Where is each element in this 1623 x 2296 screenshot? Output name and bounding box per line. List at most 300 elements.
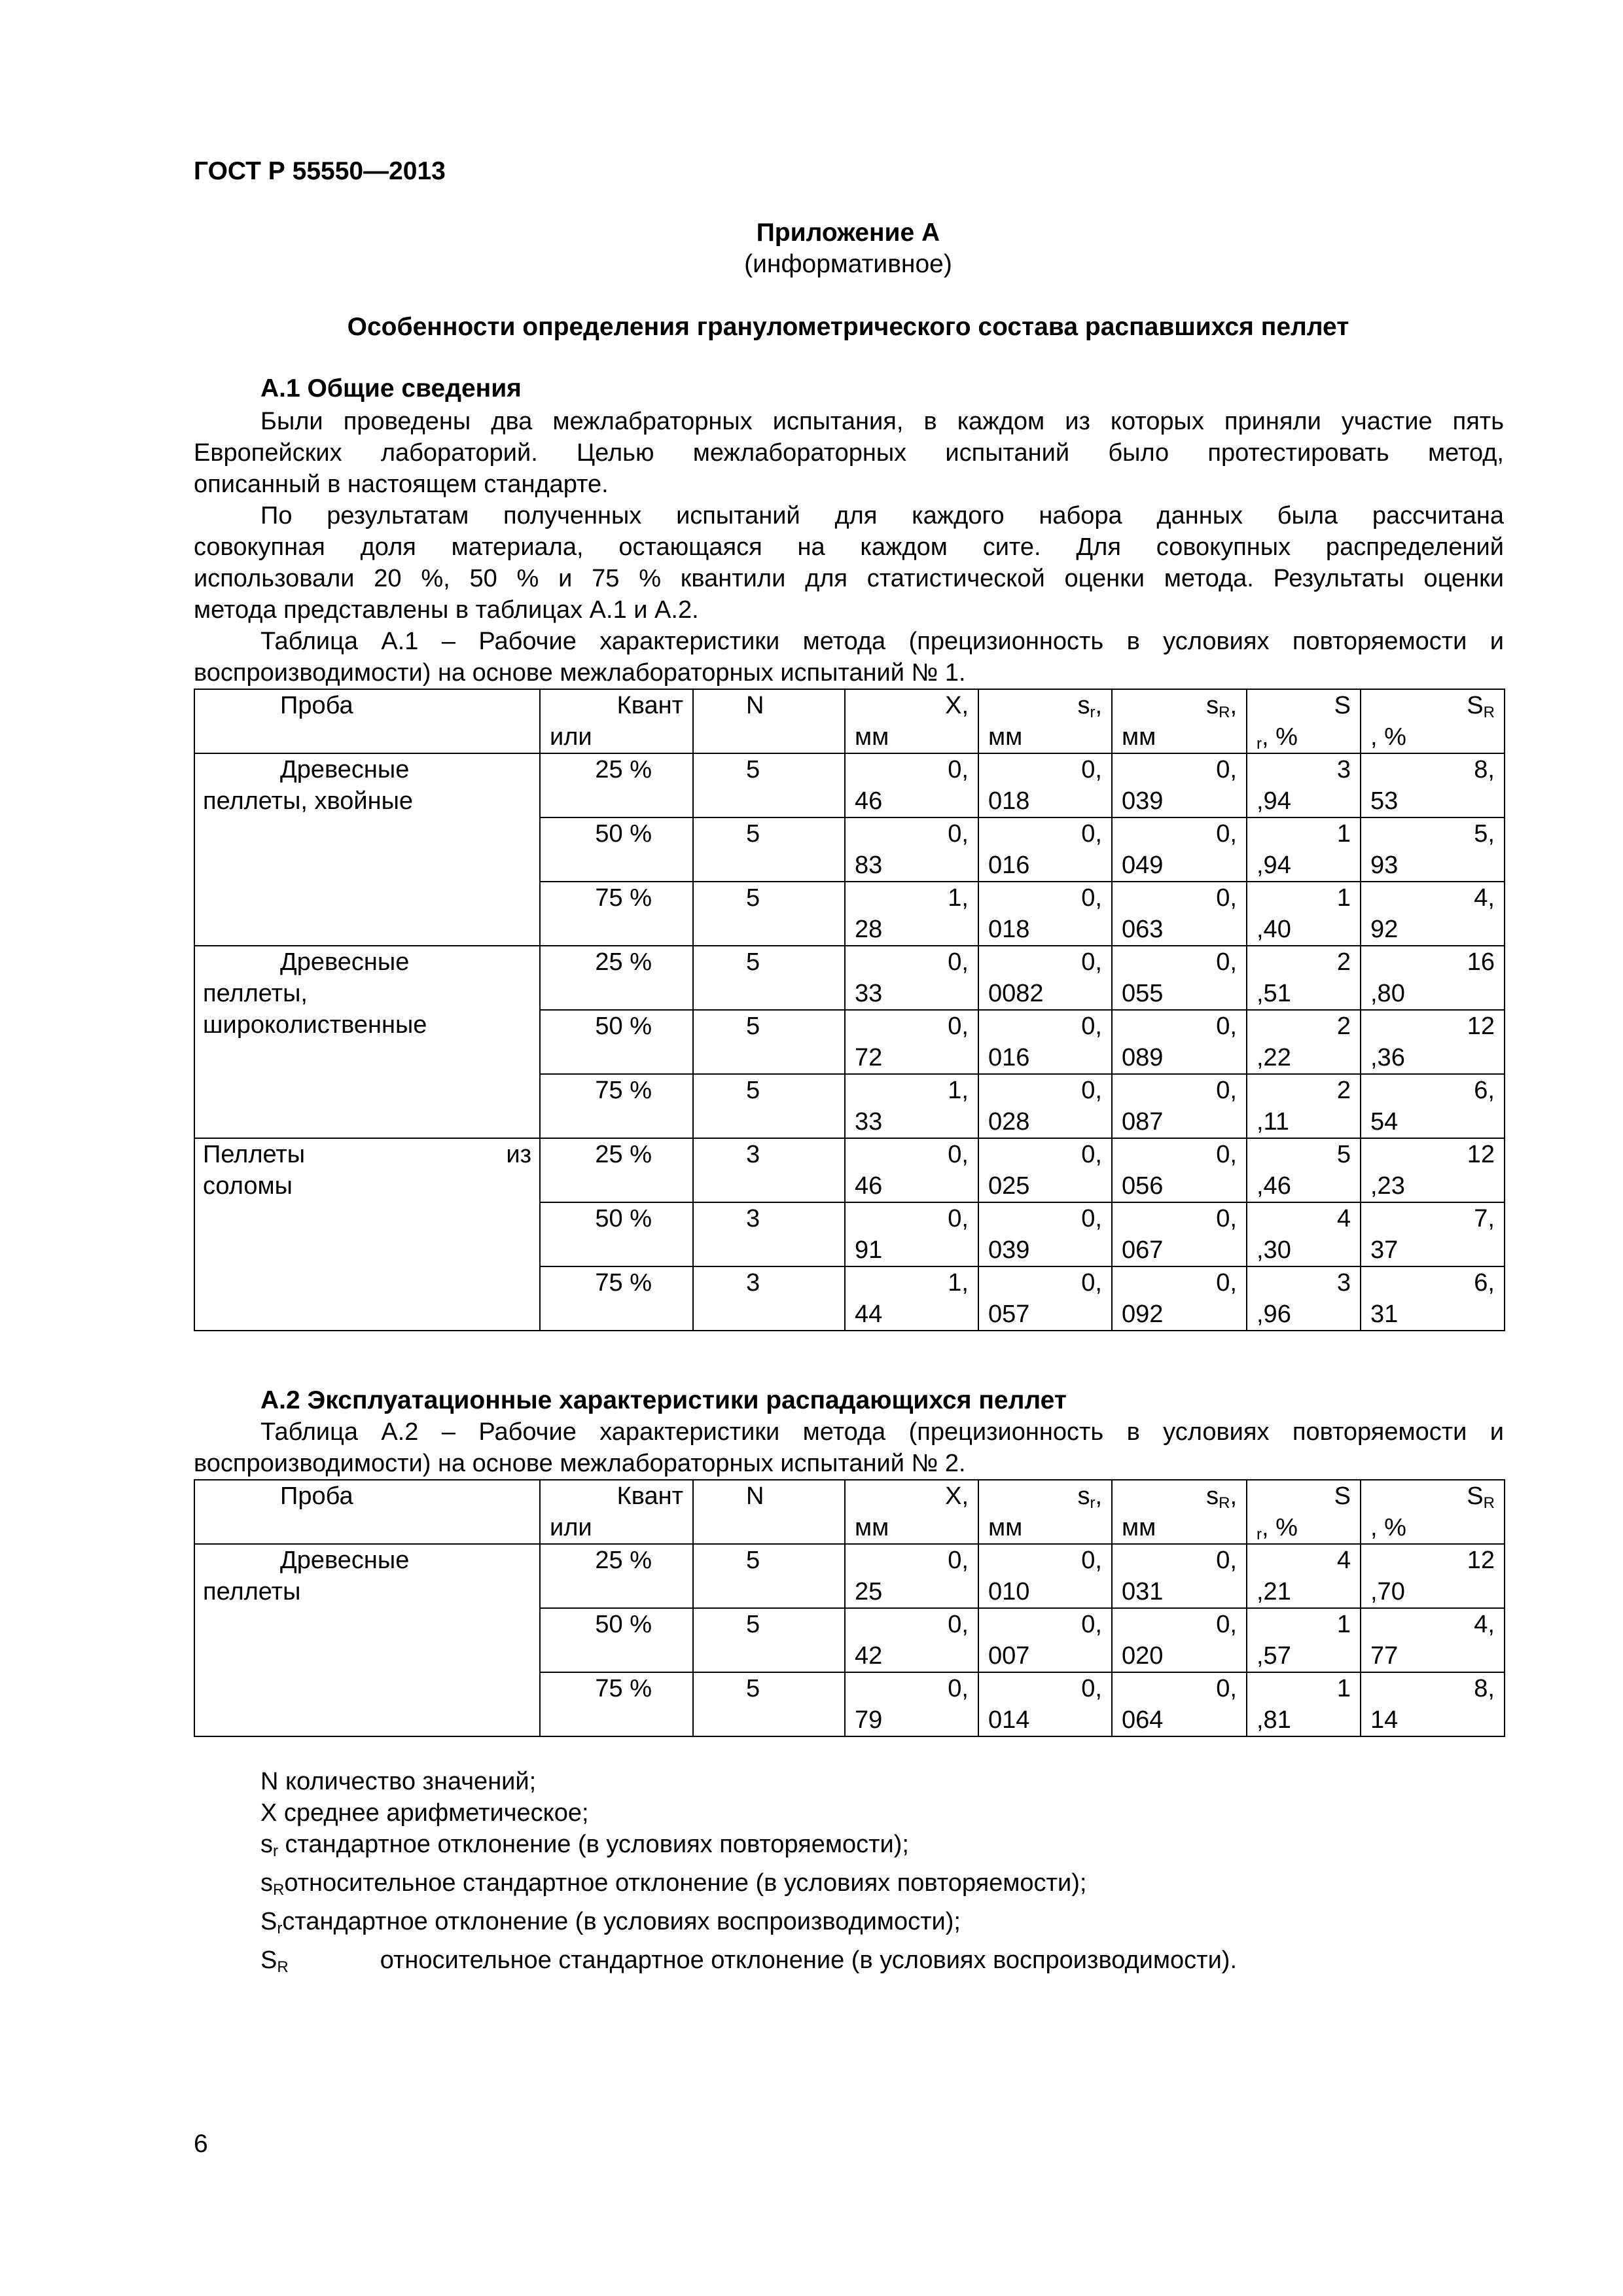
quantile-cell bbox=[540, 946, 693, 1010]
sr-value-top: 0, bbox=[1081, 884, 1102, 912]
sr-cell bbox=[978, 1074, 1112, 1138]
text-line: совокупная доля материала, остающаяся на каждом сите. Для совокупных распределений bbox=[194, 533, 1504, 561]
Sr-cell bbox=[1247, 1544, 1361, 1608]
Sr-value-top: 1 bbox=[1336, 1611, 1351, 1638]
legend-subscript: R bbox=[277, 1958, 289, 1976]
header-quantile bbox=[540, 689, 693, 753]
sample-cell bbox=[194, 1544, 540, 1736]
Sr-cell bbox=[1247, 946, 1361, 1010]
SR-value-top: 4, bbox=[1474, 1611, 1495, 1638]
header-SR bbox=[1361, 1480, 1505, 1544]
table-row bbox=[194, 946, 1505, 1010]
sr-value-bottom: 039 bbox=[988, 1236, 1030, 1264]
Sr-value-bottom: ,11 bbox=[1257, 1108, 1290, 1136]
Sr-value-top: 1 bbox=[1336, 1675, 1351, 1702]
Sr-value-top: 3 bbox=[1336, 1269, 1351, 1297]
Sr-value-bottom: ,30 bbox=[1257, 1236, 1291, 1264]
sr-value-top: 0, bbox=[1081, 1141, 1102, 1168]
legend-symbol: S bbox=[260, 1908, 277, 1935]
document-id: ГОСТ Р 55550—2013 bbox=[194, 157, 446, 185]
x-cell bbox=[845, 1672, 978, 1736]
quantile-cell bbox=[540, 1544, 693, 1608]
header-SR-symbol bbox=[1361, 690, 1504, 721]
x-cell bbox=[845, 1138, 978, 1202]
n-value: 3 bbox=[746, 1205, 760, 1232]
sr-cell bbox=[978, 882, 1112, 946]
sR-cell bbox=[1112, 817, 1247, 882]
sr-value-top: 0, bbox=[1081, 1077, 1102, 1104]
x-value-bottom: 28 bbox=[855, 916, 883, 943]
quantile-cell bbox=[540, 1010, 693, 1074]
legend-subscript: R bbox=[273, 1881, 285, 1899]
header-quantile-bottom: или bbox=[550, 723, 592, 751]
Sr-value-bottom: ,22 bbox=[1257, 1044, 1291, 1071]
n-cell bbox=[693, 1672, 845, 1736]
SR-cell bbox=[1361, 1074, 1505, 1138]
sR-value-top: 0, bbox=[1216, 948, 1237, 976]
SR-value-top: 16 bbox=[1467, 948, 1495, 976]
subscript: r bbox=[1090, 1494, 1096, 1512]
header-x-unit: мм bbox=[855, 723, 889, 751]
header-x bbox=[845, 689, 978, 753]
symbol: s bbox=[1077, 1482, 1090, 1510]
symbols-legend bbox=[260, 1766, 1237, 1983]
symbol-comma: , bbox=[1230, 692, 1237, 719]
appendix-title: Приложение А bbox=[756, 219, 940, 247]
x-value-top: 0, bbox=[948, 820, 969, 848]
text-line: Таблица А.2 – Рабочие характеристики метода (прецизионность в условиях повторяемости и bbox=[260, 1418, 1504, 1446]
header-sr bbox=[978, 1480, 1112, 1544]
legend-subscript: r bbox=[277, 1920, 283, 1937]
Sr-value-bottom: ,96 bbox=[1257, 1300, 1291, 1328]
legend-symbol: N bbox=[260, 1768, 279, 1795]
SR-value-top: 6, bbox=[1474, 1077, 1495, 1104]
quantile-cell bbox=[540, 882, 693, 946]
n-value: 5 bbox=[746, 884, 760, 912]
sample-name bbox=[195, 946, 539, 1041]
x-cell bbox=[845, 946, 978, 1010]
sr-value-top: 0, bbox=[1081, 948, 1102, 976]
sample-name-line: Пеллеты из bbox=[203, 1141, 531, 1168]
sR-value-top: 0, bbox=[1216, 1013, 1237, 1040]
text-line: Европейских лабораторий. Целью межлабораторных испытаний было протестировать метод, bbox=[194, 439, 1504, 467]
sr-value-bottom: 016 bbox=[988, 852, 1030, 879]
sr-cell bbox=[978, 1138, 1112, 1202]
header-sr-unit: мм bbox=[988, 723, 1023, 751]
sample-name bbox=[195, 754, 539, 817]
symbol: s bbox=[1206, 1482, 1219, 1510]
symbol-comma: , bbox=[1095, 1482, 1102, 1510]
x-value-bottom: 83 bbox=[855, 852, 883, 879]
x-value-bottom: 72 bbox=[855, 1044, 883, 1071]
SR-value-top: 12 bbox=[1467, 1141, 1495, 1168]
sr-cell bbox=[978, 1608, 1112, 1672]
legend-item bbox=[260, 1867, 1237, 1906]
SR-cell bbox=[1361, 882, 1505, 946]
sr-value-top: 0, bbox=[1081, 756, 1102, 783]
sr-value-bottom: 014 bbox=[988, 1706, 1030, 1734]
table-row bbox=[194, 1544, 1505, 1608]
Sr-cell bbox=[1247, 882, 1361, 946]
x-value-top: 0, bbox=[948, 756, 969, 783]
header-Sr bbox=[1247, 689, 1361, 753]
header-sr bbox=[978, 689, 1112, 753]
n-value: 3 bbox=[746, 1141, 760, 1168]
header-n-label: N bbox=[746, 692, 764, 719]
n-cell bbox=[693, 1074, 845, 1138]
sR-cell bbox=[1112, 753, 1247, 817]
sR-value-bottom: 049 bbox=[1122, 852, 1164, 879]
Sr-cell bbox=[1247, 1202, 1361, 1266]
quantile-value: 75 % bbox=[595, 1269, 652, 1297]
table-row bbox=[194, 1138, 1505, 1202]
header-quantile-top: Квант bbox=[616, 692, 683, 719]
header-SR-unit: , % bbox=[1370, 1514, 1406, 1541]
page-number: 6 bbox=[194, 2130, 208, 2158]
Sr-value-top: 2 bbox=[1336, 1013, 1351, 1040]
header-sR-unit: мм bbox=[1122, 723, 1156, 751]
sr-cell bbox=[978, 1266, 1112, 1331]
paragraph-1 bbox=[194, 406, 1504, 500]
table-1 bbox=[194, 689, 1505, 1331]
subscript: R bbox=[1219, 1494, 1230, 1512]
SR-value-top: 4, bbox=[1474, 884, 1495, 912]
x-cell bbox=[845, 1074, 978, 1138]
paragraph-2 bbox=[194, 500, 1504, 626]
Sr-cell bbox=[1247, 1266, 1361, 1331]
n-value: 5 bbox=[746, 820, 760, 848]
sR-value-top: 0, bbox=[1216, 1547, 1237, 1574]
SR-cell bbox=[1361, 1672, 1505, 1736]
header-x bbox=[845, 1480, 978, 1544]
SR-cell bbox=[1361, 1608, 1505, 1672]
x-value-bottom: 44 bbox=[855, 1300, 883, 1328]
legend-item bbox=[260, 1829, 1237, 1867]
Sr-value-top: 4 bbox=[1336, 1205, 1351, 1232]
x-value-bottom: 33 bbox=[855, 1108, 883, 1136]
Sr-value-bottom: ,46 bbox=[1257, 1172, 1291, 1200]
header-quantile bbox=[540, 1480, 693, 1544]
x-value-top: 0, bbox=[948, 1141, 969, 1168]
Sr-cell bbox=[1247, 1074, 1361, 1138]
quantile-value: 75 % bbox=[595, 1675, 652, 1702]
SR-value-bottom: 14 bbox=[1370, 1706, 1399, 1734]
quantile-cell bbox=[540, 753, 693, 817]
text-line: описанный в настоящем стандарте. bbox=[194, 471, 609, 498]
legend-text: количество значений; bbox=[278, 1768, 537, 1795]
subscript: r bbox=[1257, 735, 1262, 753]
SR-value-top: 8, bbox=[1474, 1675, 1495, 1702]
n-cell bbox=[693, 882, 845, 946]
SR-cell bbox=[1361, 753, 1505, 817]
header-n-label: N bbox=[746, 1482, 764, 1510]
sR-cell bbox=[1112, 1138, 1247, 1202]
text-line: воспроизводимости) на основе межлабораторных испытаний № 1. bbox=[194, 659, 966, 687]
SR-value-bottom: ,23 bbox=[1370, 1172, 1405, 1200]
quantile-value: 50 % bbox=[595, 1611, 652, 1638]
header-sR-symbol bbox=[1113, 1480, 1246, 1512]
subscript: r bbox=[1090, 704, 1096, 721]
sr-value-bottom: 018 bbox=[988, 787, 1030, 815]
header-sample-label: Проба bbox=[280, 692, 353, 719]
x-value-top: 1, bbox=[948, 884, 969, 912]
subscript: R bbox=[1483, 704, 1495, 721]
sR-cell bbox=[1112, 1266, 1247, 1331]
n-cell bbox=[693, 753, 845, 817]
x-value-bottom: 46 bbox=[855, 787, 883, 815]
header-quantile-bottom: или bbox=[550, 1514, 592, 1541]
sr-cell bbox=[978, 1544, 1112, 1608]
legend-item bbox=[260, 1766, 1237, 1797]
quantile-cell bbox=[540, 1608, 693, 1672]
symbol-comma: , bbox=[1095, 692, 1102, 719]
SR-value-bottom: 93 bbox=[1370, 852, 1399, 879]
header-Sr-symbol: S bbox=[1334, 692, 1351, 719]
x-cell bbox=[845, 1202, 978, 1266]
quantile-cell bbox=[540, 1672, 693, 1736]
header-sR-symbol bbox=[1113, 690, 1246, 721]
unit: , % bbox=[1262, 723, 1298, 751]
quantile-value: 50 % bbox=[595, 1013, 652, 1040]
sR-value-top: 0, bbox=[1216, 1611, 1237, 1638]
sR-value-bottom: 055 bbox=[1122, 980, 1164, 1007]
subscript: R bbox=[1483, 1494, 1495, 1512]
text-line: Были проведены два межлабраторных испытания, в каждом из которых приняли участие пять bbox=[260, 408, 1504, 435]
Sr-value-bottom: ,57 bbox=[1257, 1642, 1291, 1670]
subscript: r bbox=[1257, 1526, 1262, 1543]
sR-value-bottom: 056 bbox=[1122, 1172, 1164, 1200]
x-value-top: 1, bbox=[948, 1269, 969, 1297]
header-sample-label: Проба bbox=[280, 1482, 353, 1510]
appendix-subtitle: (информативное) bbox=[744, 250, 952, 278]
legend-text: стандартное отклонение (в условиях воспроизводимости); bbox=[282, 1908, 961, 1935]
n-cell bbox=[693, 946, 845, 1010]
symbol: S bbox=[1467, 1482, 1484, 1510]
sr-cell bbox=[978, 753, 1112, 817]
sample-name-line: пеллеты, хвойные bbox=[203, 787, 414, 815]
x-value-top: 0, bbox=[948, 1611, 969, 1638]
unit: , % bbox=[1262, 1514, 1298, 1541]
n-cell bbox=[693, 1266, 845, 1331]
symbol-comma: , bbox=[1230, 1482, 1237, 1510]
section-1-heading: А.1 Общие сведения bbox=[260, 374, 522, 403]
x-value-bottom: 33 bbox=[855, 980, 883, 1007]
SR-value-top: 6, bbox=[1474, 1269, 1495, 1297]
sample-cell bbox=[194, 753, 540, 946]
table-header-row bbox=[194, 1480, 1505, 1544]
x-value-bottom: 46 bbox=[855, 1172, 883, 1200]
legend-item bbox=[260, 1906, 1237, 1945]
Sr-value-top: 4 bbox=[1336, 1547, 1351, 1574]
x-value-top: 0, bbox=[948, 1547, 969, 1574]
Sr-cell bbox=[1247, 1672, 1361, 1736]
SR-value-bottom: 31 bbox=[1370, 1300, 1399, 1328]
x-value-top: 0, bbox=[948, 948, 969, 976]
n-value: 5 bbox=[746, 1611, 760, 1638]
sr-cell bbox=[978, 946, 1112, 1010]
sR-value-top: 0, bbox=[1216, 884, 1237, 912]
SR-value-bottom: 92 bbox=[1370, 916, 1399, 943]
sR-value-top: 0, bbox=[1216, 1205, 1237, 1232]
legend-symbol: s bbox=[260, 1831, 273, 1858]
quantile-cell bbox=[540, 1202, 693, 1266]
header-SR-unit: , % bbox=[1370, 723, 1406, 751]
x-cell bbox=[845, 817, 978, 882]
x-value-bottom: 25 bbox=[855, 1578, 883, 1605]
sample-name-line: Древесные bbox=[280, 756, 410, 783]
n-cell bbox=[693, 1010, 845, 1074]
quantile-value: 25 % bbox=[595, 1141, 652, 1168]
SR-value-bottom: 53 bbox=[1370, 787, 1399, 815]
legend-item bbox=[260, 1945, 1237, 1983]
n-cell bbox=[693, 817, 845, 882]
sR-value-top: 0, bbox=[1216, 1077, 1237, 1104]
sr-cell bbox=[978, 817, 1112, 882]
header-Sr-unit bbox=[1247, 1512, 1360, 1543]
text-line: метода представлены в таблицах А.1 и А.2. bbox=[194, 596, 699, 624]
SR-value-top: 5, bbox=[1474, 820, 1495, 848]
SR-cell bbox=[1361, 946, 1505, 1010]
Sr-value-bottom: ,21 bbox=[1257, 1578, 1291, 1605]
x-value-bottom: 91 bbox=[855, 1236, 883, 1264]
text-line: воспроизводимости) на основе межлабораторных испытаний № 2. bbox=[194, 1450, 966, 1477]
SR-cell bbox=[1361, 817, 1505, 882]
table-2-caption bbox=[194, 1416, 1504, 1479]
SR-value-top: 8, bbox=[1474, 756, 1495, 783]
n-cell bbox=[693, 1202, 845, 1266]
sR-value-bottom: 031 bbox=[1122, 1578, 1164, 1605]
sample-name-line: соломы bbox=[203, 1172, 293, 1200]
Sr-value-bottom: ,81 bbox=[1257, 1706, 1291, 1734]
sR-value-bottom: 039 bbox=[1122, 787, 1164, 815]
header-sR-unit: мм bbox=[1122, 1514, 1156, 1541]
sR-value-bottom: 087 bbox=[1122, 1108, 1164, 1136]
sample-name bbox=[195, 1139, 539, 1202]
x-cell bbox=[845, 1608, 978, 1672]
Sr-value-bottom: ,94 bbox=[1257, 852, 1291, 879]
sample-name-line: пеллеты bbox=[203, 1578, 301, 1605]
sr-cell bbox=[978, 1010, 1112, 1074]
sr-value-bottom: 025 bbox=[988, 1172, 1030, 1200]
sR-cell bbox=[1112, 1672, 1247, 1736]
x-cell bbox=[845, 1010, 978, 1074]
x-value-top: 0, bbox=[948, 1675, 969, 1702]
quantile-value: 25 % bbox=[595, 756, 652, 783]
sR-value-top: 0, bbox=[1216, 756, 1237, 783]
n-value: 5 bbox=[746, 1077, 760, 1104]
sr-cell bbox=[978, 1672, 1112, 1736]
sr-value-top: 0, bbox=[1081, 820, 1102, 848]
legend-symbol: s bbox=[260, 1869, 273, 1897]
sR-value-bottom: 063 bbox=[1122, 916, 1164, 943]
table-2 bbox=[194, 1479, 1505, 1737]
text-line: Таблица А.1 – Рабочие характеристики метода (прецизионность в условиях повторяемости и bbox=[260, 628, 1504, 655]
sR-cell bbox=[1112, 946, 1247, 1010]
sr-value-bottom: 028 bbox=[988, 1108, 1030, 1136]
header-sR bbox=[1112, 1480, 1247, 1544]
quantile-cell bbox=[540, 1138, 693, 1202]
sR-cell bbox=[1112, 1202, 1247, 1266]
sr-value-top: 0, bbox=[1081, 1269, 1102, 1297]
legend-text: среднее арифметическое; bbox=[277, 1799, 589, 1827]
sR-cell bbox=[1112, 1544, 1247, 1608]
sR-cell bbox=[1112, 1608, 1247, 1672]
x-cell bbox=[845, 753, 978, 817]
symbol: s bbox=[1206, 692, 1219, 719]
n-value: 5 bbox=[746, 1675, 760, 1702]
n-cell bbox=[693, 1138, 845, 1202]
header-x-top: X, bbox=[945, 1482, 969, 1510]
sample-name-line: пеллеты, bbox=[203, 980, 308, 1007]
SR-cell bbox=[1361, 1202, 1505, 1266]
Sr-cell bbox=[1247, 753, 1361, 817]
Sr-cell bbox=[1247, 817, 1361, 882]
sr-value-bottom: 007 bbox=[988, 1642, 1030, 1670]
sr-value-top: 0, bbox=[1081, 1547, 1102, 1574]
sr-value-bottom: 018 bbox=[988, 916, 1030, 943]
SR-cell bbox=[1361, 1138, 1505, 1202]
x-value-bottom: 42 bbox=[855, 1642, 883, 1670]
sr-value-bottom: 057 bbox=[988, 1300, 1030, 1328]
sR-value-bottom: 067 bbox=[1122, 1236, 1164, 1264]
sr-value-top: 0, bbox=[1081, 1675, 1102, 1702]
legend-item bbox=[260, 1797, 1237, 1829]
Sr-value-top: 1 bbox=[1336, 820, 1351, 848]
quantile-value: 75 % bbox=[595, 1077, 652, 1104]
header-Sr bbox=[1247, 1480, 1361, 1544]
header-sr-symbol bbox=[979, 690, 1111, 721]
Sr-value-top: 5 bbox=[1336, 1141, 1351, 1168]
sr-value-bottom: 010 bbox=[988, 1578, 1030, 1605]
sR-cell bbox=[1112, 1010, 1247, 1074]
header-sr-unit: мм bbox=[988, 1514, 1023, 1541]
sr-value-bottom: 016 bbox=[988, 1044, 1030, 1071]
header-sr-symbol bbox=[979, 1480, 1111, 1512]
table-1-caption bbox=[194, 626, 1504, 689]
Sr-value-top: 3 bbox=[1336, 756, 1351, 783]
sample-name-line: широколиственные bbox=[203, 1011, 427, 1039]
n-value: 5 bbox=[746, 948, 760, 976]
legend-subscript: r bbox=[273, 1842, 278, 1860]
SR-cell bbox=[1361, 1544, 1505, 1608]
header-sR bbox=[1112, 689, 1247, 753]
n-cell bbox=[693, 1608, 845, 1672]
SR-value-bottom: 54 bbox=[1370, 1108, 1399, 1136]
n-value: 3 bbox=[746, 1269, 760, 1297]
sR-value-top: 0, bbox=[1216, 820, 1237, 848]
header-n bbox=[693, 1480, 845, 1544]
x-value-bottom: 79 bbox=[855, 1706, 883, 1734]
header-quantile-top: Квант bbox=[616, 1482, 683, 1510]
SR-value-bottom: ,80 bbox=[1370, 980, 1405, 1007]
x-value-top: 1, bbox=[948, 1077, 969, 1104]
text-line: использовали 20 %, 50 % и 75 % квантили для статистической оценки метода. Результаты оценки bbox=[194, 565, 1504, 592]
sR-value-bottom: 089 bbox=[1122, 1044, 1164, 1071]
Sr-cell bbox=[1247, 1010, 1361, 1074]
sr-value-top: 0, bbox=[1081, 1205, 1102, 1232]
x-cell bbox=[845, 1544, 978, 1608]
SR-value-top: 7, bbox=[1474, 1205, 1495, 1232]
legend-symbol: S bbox=[260, 1946, 277, 1974]
sR-cell bbox=[1112, 882, 1247, 946]
symbol: s bbox=[1077, 692, 1090, 719]
SR-value-bottom: 77 bbox=[1370, 1642, 1399, 1670]
sample-name-line: Древесные bbox=[280, 1547, 410, 1574]
quantile-cell bbox=[540, 817, 693, 882]
SR-value-bottom: ,36 bbox=[1370, 1044, 1405, 1071]
n-cell bbox=[693, 1544, 845, 1608]
Sr-cell bbox=[1247, 1138, 1361, 1202]
